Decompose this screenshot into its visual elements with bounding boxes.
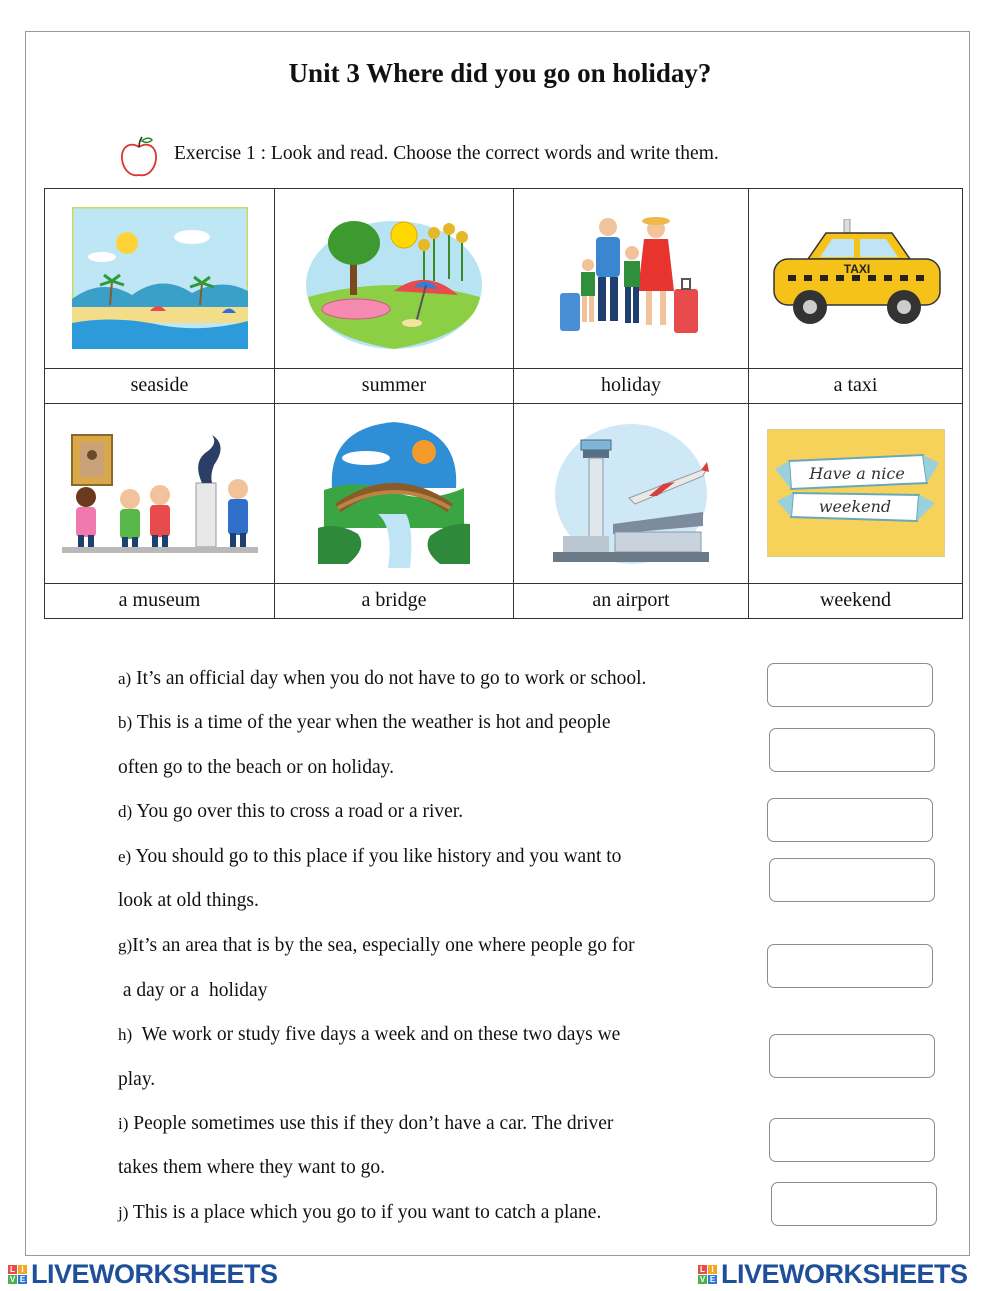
question-prefix: g) bbox=[118, 936, 133, 955]
answer-box-e[interactable] bbox=[769, 858, 935, 902]
weekend-banner-picture bbox=[767, 429, 945, 557]
question-g bbox=[118, 935, 635, 957]
liveworksheets-icon: L I V E bbox=[699, 1264, 716, 1284]
question-text: We work or study five days a week and on these two days we bbox=[141, 1024, 621, 1045]
brand-name: LIVEWORKSHEETS bbox=[31, 1258, 278, 1289]
question-text: You should go to this place if you like history and you want to bbox=[135, 846, 622, 867]
museum-cell bbox=[45, 403, 275, 583]
question-text: You go over this to cross a road or a river. bbox=[136, 801, 464, 822]
answer-box-j[interactable] bbox=[771, 1182, 937, 1226]
taxi-cell bbox=[749, 189, 963, 369]
summer-cell bbox=[275, 189, 514, 369]
question-prefix: i) bbox=[118, 1114, 129, 1133]
vocabulary-grid bbox=[44, 188, 963, 619]
footer-logo-left[interactable] bbox=[8, 1260, 278, 1288]
label-bridge: a bridge bbox=[275, 583, 514, 618]
seaside-cell bbox=[45, 189, 275, 369]
question-b bbox=[118, 712, 611, 734]
banner-text-line1: Have a nice bbox=[808, 464, 905, 484]
question-prefix: e) bbox=[118, 847, 132, 866]
bridge-cell bbox=[275, 403, 514, 583]
answer-box-d[interactable] bbox=[767, 798, 933, 842]
question-prefix: d) bbox=[118, 802, 133, 821]
seaside-picture bbox=[72, 207, 248, 349]
question-text: This is a place which you go to if you want to catch a plane. bbox=[132, 1202, 602, 1223]
label-airport: an airport bbox=[514, 583, 749, 618]
question-prefix: j) bbox=[118, 1203, 129, 1222]
liveworksheets-icon: L I V E bbox=[9, 1264, 26, 1284]
taxi-sign-text: TAXI bbox=[843, 262, 870, 277]
answer-box-g[interactable] bbox=[767, 944, 933, 988]
museum-picture bbox=[62, 431, 258, 555]
family-holiday-picture bbox=[556, 213, 706, 343]
question-prefix: h) bbox=[118, 1025, 133, 1044]
question-h-line2: play. bbox=[118, 1069, 156, 1090]
exercise-instruction: Exercise 1 : Look and read. Choose the correct words and write them. bbox=[174, 143, 719, 164]
question-h bbox=[118, 1024, 620, 1046]
answer-box-h[interactable] bbox=[769, 1034, 935, 1078]
holiday-cell bbox=[514, 189, 749, 369]
taxi-picture bbox=[768, 219, 944, 337]
question-text: People sometimes use this if they don’t have a car. The driver bbox=[133, 1113, 614, 1134]
brand-name: LIVEWORKSHEETS bbox=[721, 1258, 968, 1289]
answer-box-i[interactable] bbox=[769, 1118, 935, 1162]
label-holiday: holiday bbox=[514, 368, 749, 403]
summer-picture bbox=[304, 205, 484, 351]
page-title: Unit 3 Where did you go on holiday? bbox=[288, 58, 712, 88]
airport-cell bbox=[514, 403, 749, 583]
question-prefix: a) bbox=[118, 669, 132, 688]
answer-box-a[interactable] bbox=[767, 663, 933, 707]
label-taxi: a taxi bbox=[749, 368, 963, 403]
question-text: It’s an area that is by the sea, especially one where people go for bbox=[132, 935, 635, 956]
question-d bbox=[118, 801, 463, 823]
question-e bbox=[118, 846, 621, 868]
question-text: It’s an official day when you do not have to go to work or school. bbox=[136, 668, 647, 689]
question-text: This is a time of the year when the weather is hot and people bbox=[136, 712, 611, 733]
question-e-line2: look at old things. bbox=[118, 890, 259, 911]
label-museum: a museum bbox=[45, 583, 275, 618]
question-i-line2: takes them where they want to go. bbox=[118, 1157, 385, 1178]
footer-logo-right[interactable] bbox=[698, 1260, 968, 1288]
question-j bbox=[118, 1202, 601, 1224]
airport-picture bbox=[553, 420, 709, 566]
question-a bbox=[118, 668, 646, 690]
question-i bbox=[118, 1113, 613, 1135]
question-g-line2: a day or a holiday bbox=[118, 980, 268, 1001]
answer-box-b[interactable] bbox=[769, 728, 935, 772]
question-b-line2: often go to the beach or on holiday. bbox=[118, 757, 394, 778]
label-weekend: weekend bbox=[749, 583, 963, 618]
apple-icon bbox=[118, 135, 160, 179]
weekend-cell bbox=[749, 403, 963, 583]
banner-text-line2: weekend bbox=[818, 497, 891, 517]
label-summer: summer bbox=[275, 368, 514, 403]
question-prefix: b) bbox=[118, 713, 133, 732]
label-seaside: seaside bbox=[45, 368, 275, 403]
bridge-picture bbox=[318, 418, 470, 568]
